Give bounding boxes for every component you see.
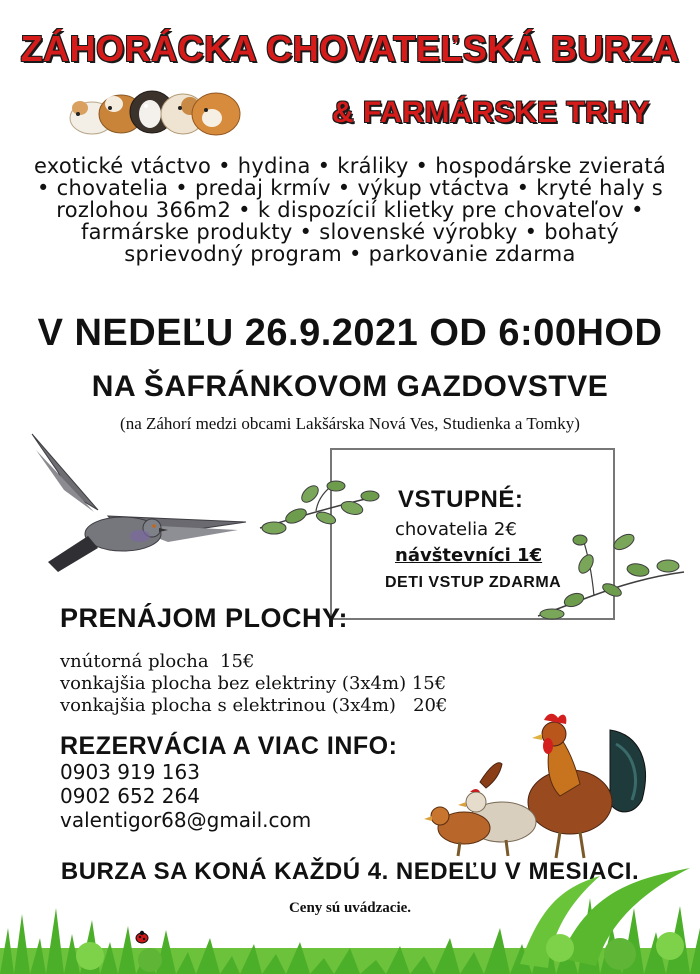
event-place: NA ŠAFRÁNKOVOM GAZDOVSTVE — [91, 370, 609, 403]
poster-title: ZÁHORÁCKA CHOVATEĽSKÁ BURZA — [20, 28, 680, 69]
leaf-sprig-left-illustration — [256, 478, 382, 538]
grass-border-illustration — [0, 868, 700, 974]
pigeon-illustration — [28, 432, 250, 578]
rental-item: vonkajšia plocha s elektrinou (3x4m) 20€ — [60, 695, 448, 716]
phone-number: 0903 919 163 — [60, 760, 200, 784]
contact-title: REZERVÁCIA A VIAC INFO: — [60, 732, 398, 760]
rental-item: vonkajšia plocha bez elektriny (3x4m) 15€ — [60, 673, 447, 694]
entry-fee-breeders: chovatelia 2€ — [395, 519, 517, 540]
email-address: valentigor68@gmail.com — [60, 808, 312, 832]
rental-title: PRENÁJOM PLOCHY: — [60, 603, 349, 633]
rental-list — [60, 651, 447, 717]
guinea-pigs-illustration — [66, 78, 244, 140]
price-note: Ceny sú uvádzacie. — [288, 900, 412, 916]
poster-subtitle: & FARMÁRSKE TRHY — [332, 96, 651, 129]
features-list: exotické vtáctvo • hydina • králiky • hospodárske zvieratá • chovatelia • predaj krmív • výkup vtáctva • kryté haly s rozlohou 366m2 • k dispozícií klietky pre chovateľov • farmárske produkty • slovenské výrobky • bohatý sprievodný program • parkovanie zdarma — [33, 154, 667, 266]
entry-fee-kids: DETI VSTUP ZDARMA — [385, 574, 562, 591]
monthly-notice: BURZA SA KONÁ KAŽDÚ 4. NEDEĽU V MESIACI. — [60, 858, 640, 885]
phone-number: 0902 652 264 — [60, 784, 200, 808]
rental-item: vnútorná plocha 15€ — [60, 651, 255, 672]
ladybug-icon — [136, 931, 148, 943]
entry-fee-title: VSTUPNÉ: — [398, 486, 524, 513]
rooster-hens-illustration — [420, 704, 652, 864]
event-date: V NEDEĽU 26.9.2021 OD 6:00HOD — [37, 312, 663, 354]
location-note: (na Záhorí medzi obcami Lakšárska Nová Ves, Studienka a Tomky) — [120, 414, 580, 433]
entry-fee-visitors: návštevníci 1€ — [395, 545, 543, 566]
contact-list — [60, 760, 311, 832]
